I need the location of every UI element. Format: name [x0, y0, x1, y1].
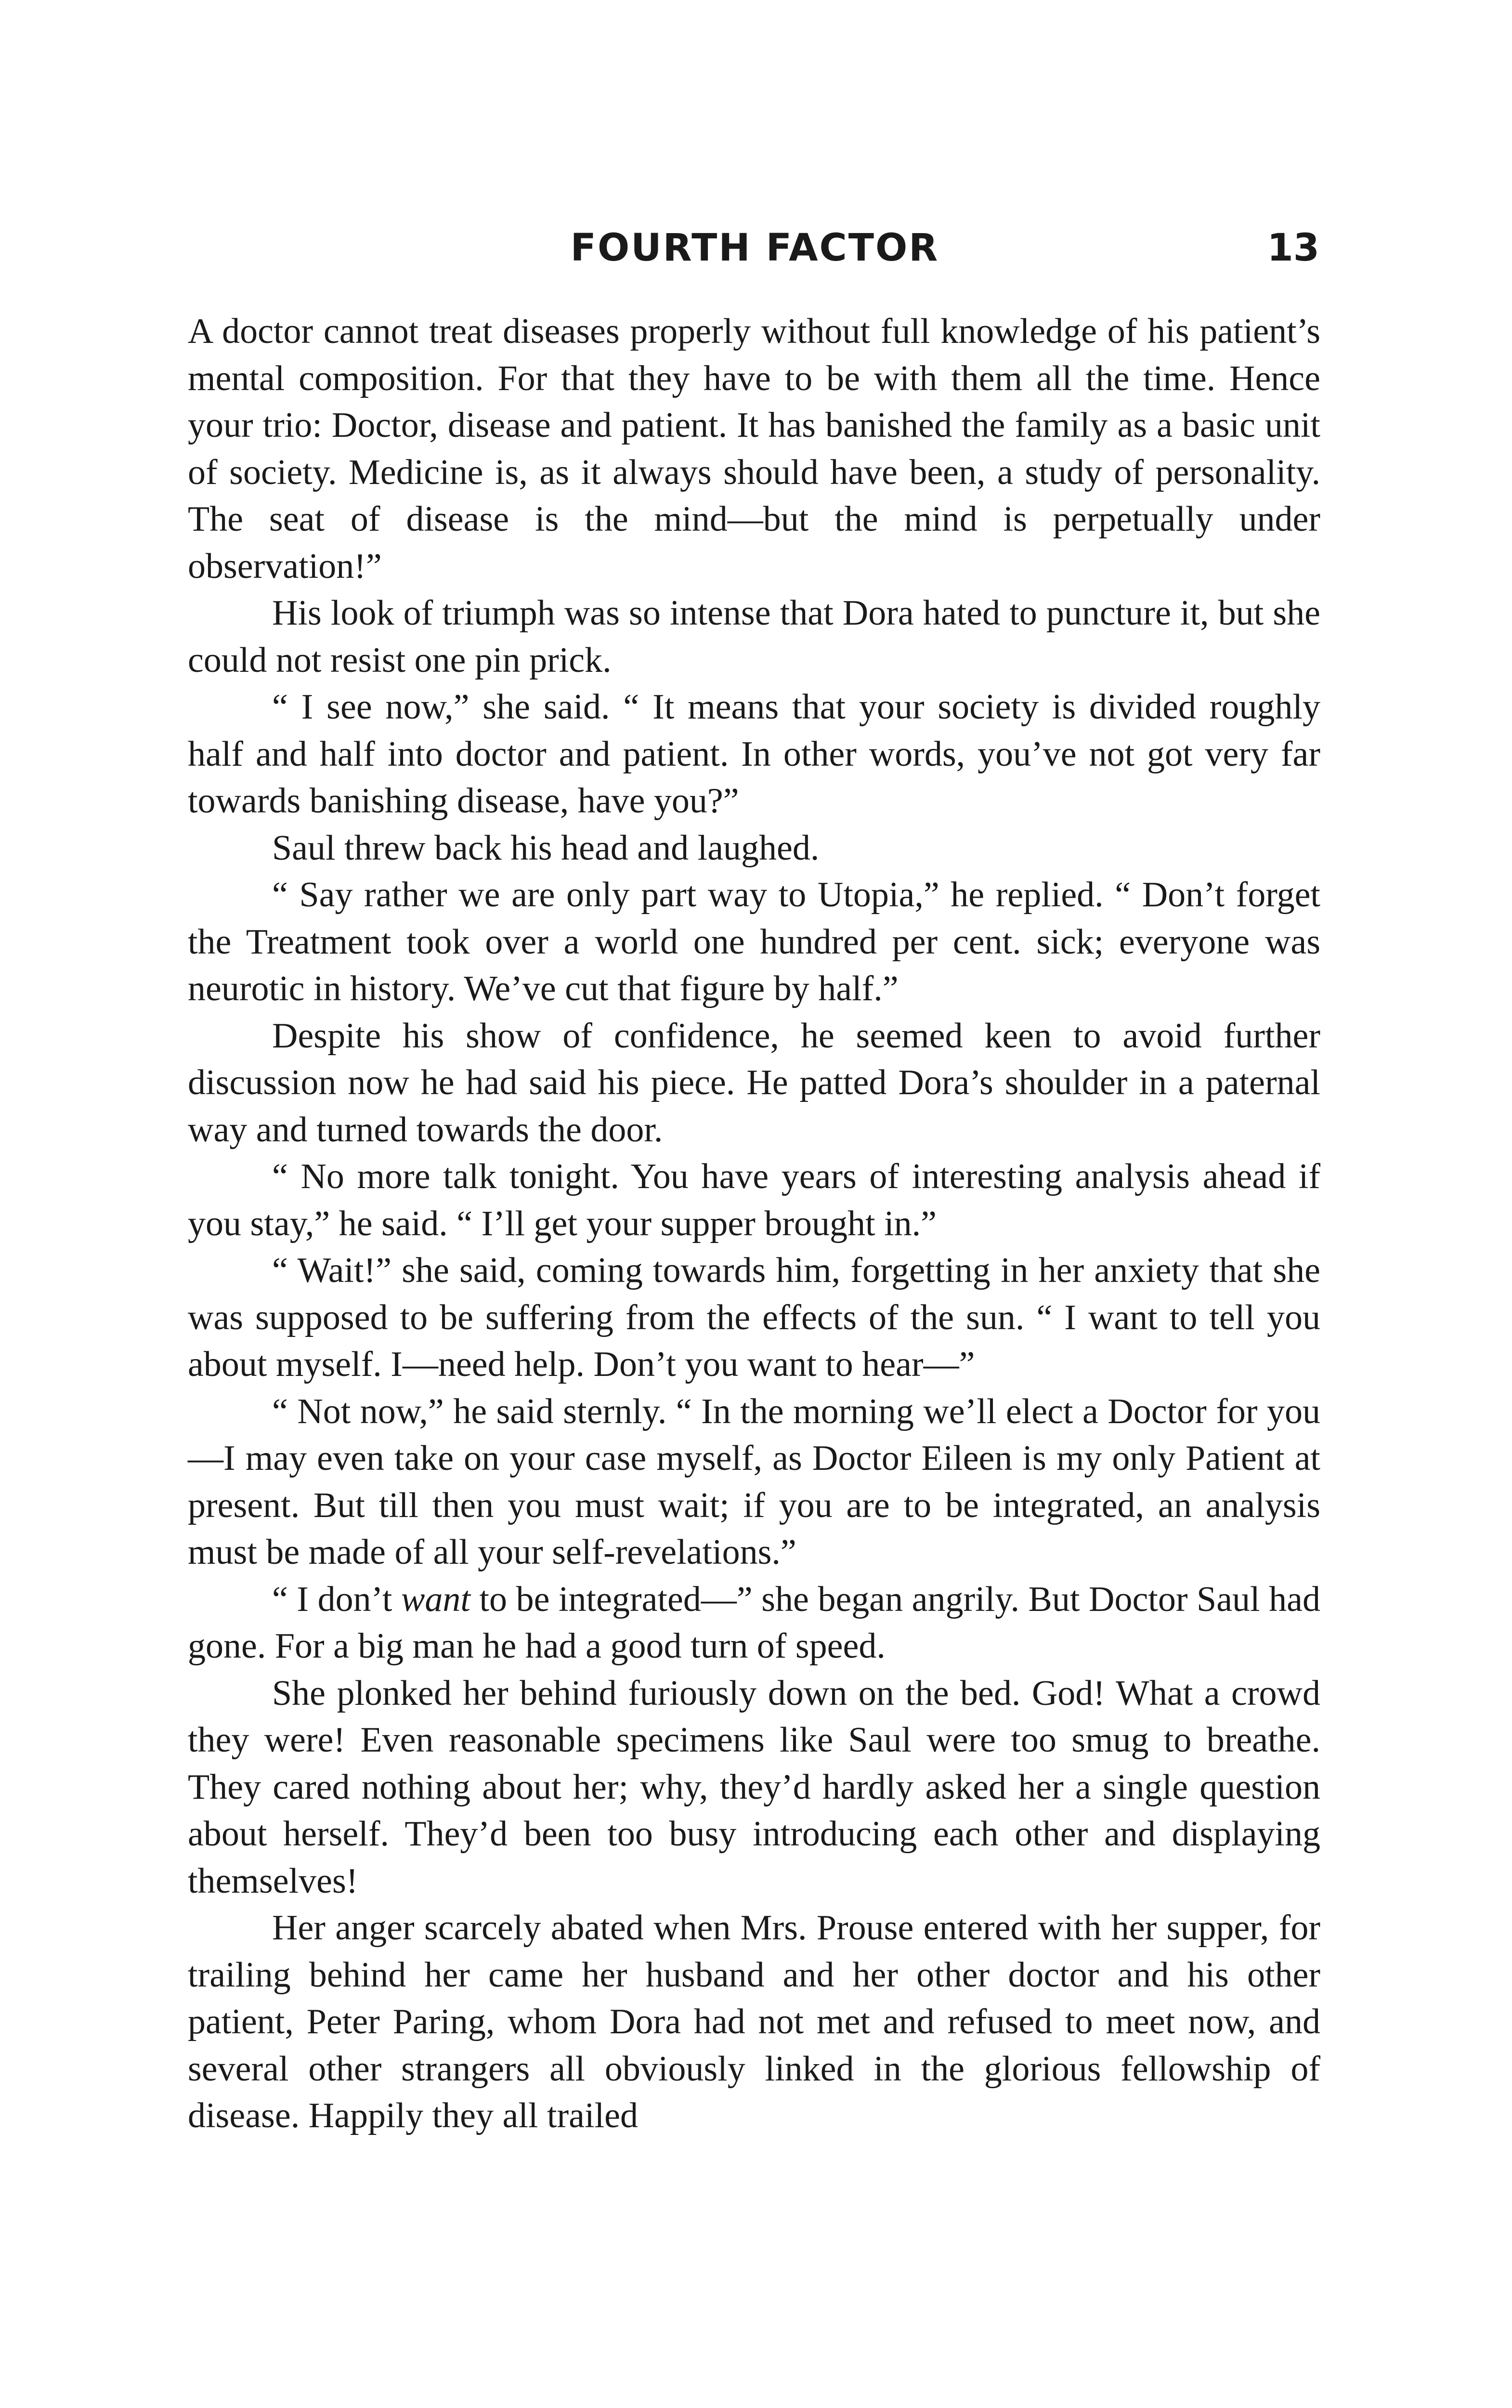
paragraph-text: “ I don’t	[272, 1579, 402, 1619]
paragraph: “ Say rather we are only part way to Utopia,” he replied. “ Don’t forget the Treatment took over a world one hundred per cent. sick; everyone was neurotic in history. We’ve cut that figure by half.”	[188, 875, 1320, 1008]
paragraph: “ No more talk tonight. You have years of interesting analysis ahead if you stay,” he said. “ I’ll get your supper brought in.”	[188, 1157, 1320, 1243]
paragraph: A doctor cannot treat diseases properly without full knowledge of his patient’s mental composition. For that they have to be with them all the time. Hence your trio: Doctor, disease and patient. It has banished the family as a basic unit of society. Medicine is, as it always should have been, a study of personality. The seat of disease is the mind—but the mind is perpetually under observation!”	[188, 312, 1320, 586]
paragraph: “ Wait!” she said, coming towards him, forgetting in her anxiety that she was supposed to be suffering from the effects of the sun. “ I want to tell you about myself. I—need help. Don’t you want to hear—”	[188, 1251, 1320, 1384]
paragraph	[188, 1576, 1320, 1670]
paragraph: “ Not now,” he said sternly. “ In the morning we’ll elect a Doctor for you—I may even take on your case myself, as Doctor Eileen is my only Patient at present. But till then you must wait; if you are to be integrated, an analysis must be made of all your self-revelations.”	[188, 1391, 1320, 1572]
running-head: FOURTH FACTOR	[570, 226, 939, 270]
paragraph: Despite his show of confidence, he seemed keen to avoid further discussion now he had said his piece. He patted Dora’s shoulder in a paternal way and turned towards the door.	[188, 1016, 1320, 1150]
page-number: 13	[1267, 226, 1319, 270]
body-text	[188, 308, 1320, 2140]
paragraph: Her anger scarcely abated when Mrs. Prouse entered with her supper, for trailing behind her came her husband and her other doctor and his other patient, Peter Paring, whom Dora had not met and refused to meet now, and several other strangers all obviously linked in the glorious fellowship of disease. Happily they all trailed	[188, 1908, 1320, 2135]
emphasis-text: want	[401, 1579, 470, 1619]
paragraph: She plonked her behind furiously down on the bed. God! What a crowd they were! Even reasonable specimens like Saul were too smug to breathe. They cared nothing about her; why, they’d hardly asked her a single question about herself. They’d been too busy introducing each other and displaying themselves!	[188, 1673, 1320, 1901]
paragraph: His look of triumph was so intense that Dora hated to puncture it, but she could not resist one pin prick.	[188, 593, 1320, 680]
paragraph: “ I see now,” she said. “ It means that your society is divided roughly half and half into doctor and patient. In other words, you’ve not got very far towards banishing disease, have you?”	[188, 687, 1320, 821]
paragraph-text: to be integrated—” she began angrily. But Doctor Saul had gone. For a big man he had a good turn of speed.	[188, 1579, 1321, 1666]
paragraph: Saul threw back his head and laughed.	[272, 828, 820, 868]
page-header	[190, 226, 1319, 279]
